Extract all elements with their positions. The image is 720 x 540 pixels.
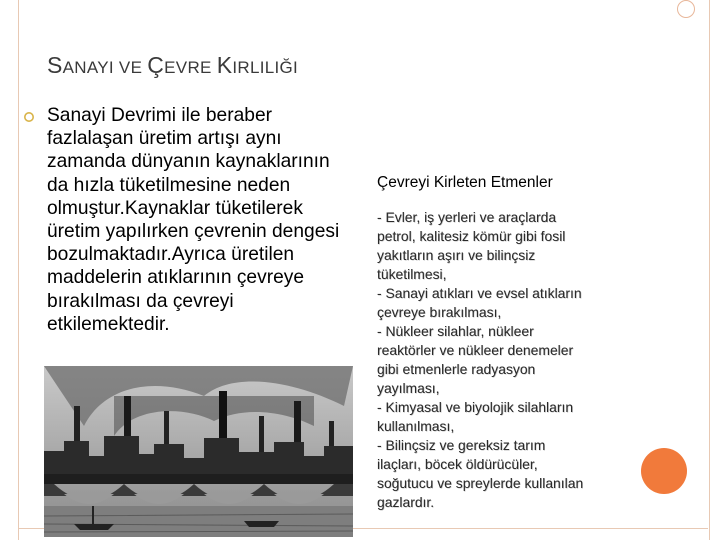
factor-line: tüketilmesi, <box>377 266 447 282</box>
corner-circle-accent <box>641 448 687 494</box>
factor-line: çevreye bırakılması, <box>377 304 502 320</box>
factor-line: gibi etmenlerle radyasyon <box>377 361 536 377</box>
factor-line: ilaçları, böcek öldürücüler, <box>377 456 538 472</box>
factor-line: - Evler, iş yerleri ve araçlarda <box>377 209 557 225</box>
factor-line: kullanılması, <box>377 418 455 434</box>
factor-line: petrol, kalitesiz kömür gibi fosil <box>377 228 566 244</box>
pollution-factors-heading: Çevreyi Kirleten Etmenler <box>377 174 553 191</box>
body-line: üretim yapılırken çevrenin dengesi <box>47 221 340 243</box>
factor-line: reaktörler ve nükleer denemeler <box>377 342 574 358</box>
pollution-factors-list <box>377 208 637 512</box>
body-line: zamanda dünyanın kaynaklarının <box>47 151 330 173</box>
body-line: bırakılması da çevreyi <box>47 290 234 312</box>
title-segment: IRLILIĞI <box>232 58 299 77</box>
body-paragraph <box>47 104 362 336</box>
factor-line: yayılması, <box>377 380 440 396</box>
title-segment: K <box>216 52 233 78</box>
factor-line: - Kimyasal ve biyolojik silahların <box>377 399 574 415</box>
factor-line: gazlardır. <box>377 494 435 510</box>
body-line: fazlalaşan üretim artışı aynı <box>47 128 282 150</box>
open-circle-bullet-icon <box>23 111 35 123</box>
title-segment: Ç <box>147 52 165 78</box>
factor-line: soğutucu ve spreylerde kullanılan <box>377 475 584 491</box>
title-segment: S <box>47 52 63 78</box>
factor-line: - Nükleer silahlar, nükleer <box>377 323 534 339</box>
body-line: olmuştur.Kaynaklar tüketilerek <box>47 197 303 219</box>
body-line: maddelerin atıklarının çevreye <box>47 267 305 289</box>
factor-line: - Bilinçsiz ve gereksiz tarım <box>377 437 546 453</box>
body-line: etkilemektedir. <box>47 313 170 335</box>
corner-circle-small <box>677 0 695 18</box>
body-line: Sanayi Devrimi ile beraber <box>47 105 273 126</box>
title-segment: EVRE <box>164 58 217 77</box>
factor-line: - Sanayi atıkları ve evsel atıkların <box>377 285 582 301</box>
body-line: da hızla tüketilmesine neden <box>47 174 291 196</box>
industrial-city-engraving-image <box>44 366 353 537</box>
factor-line: yakıtların aşırı ve bilinçsiz <box>377 247 536 263</box>
slide-title <box>47 52 298 79</box>
title-segment: ANAYI VE <box>62 58 148 77</box>
body-line: bozulmaktadır.Ayrıca üretilen <box>47 244 295 266</box>
